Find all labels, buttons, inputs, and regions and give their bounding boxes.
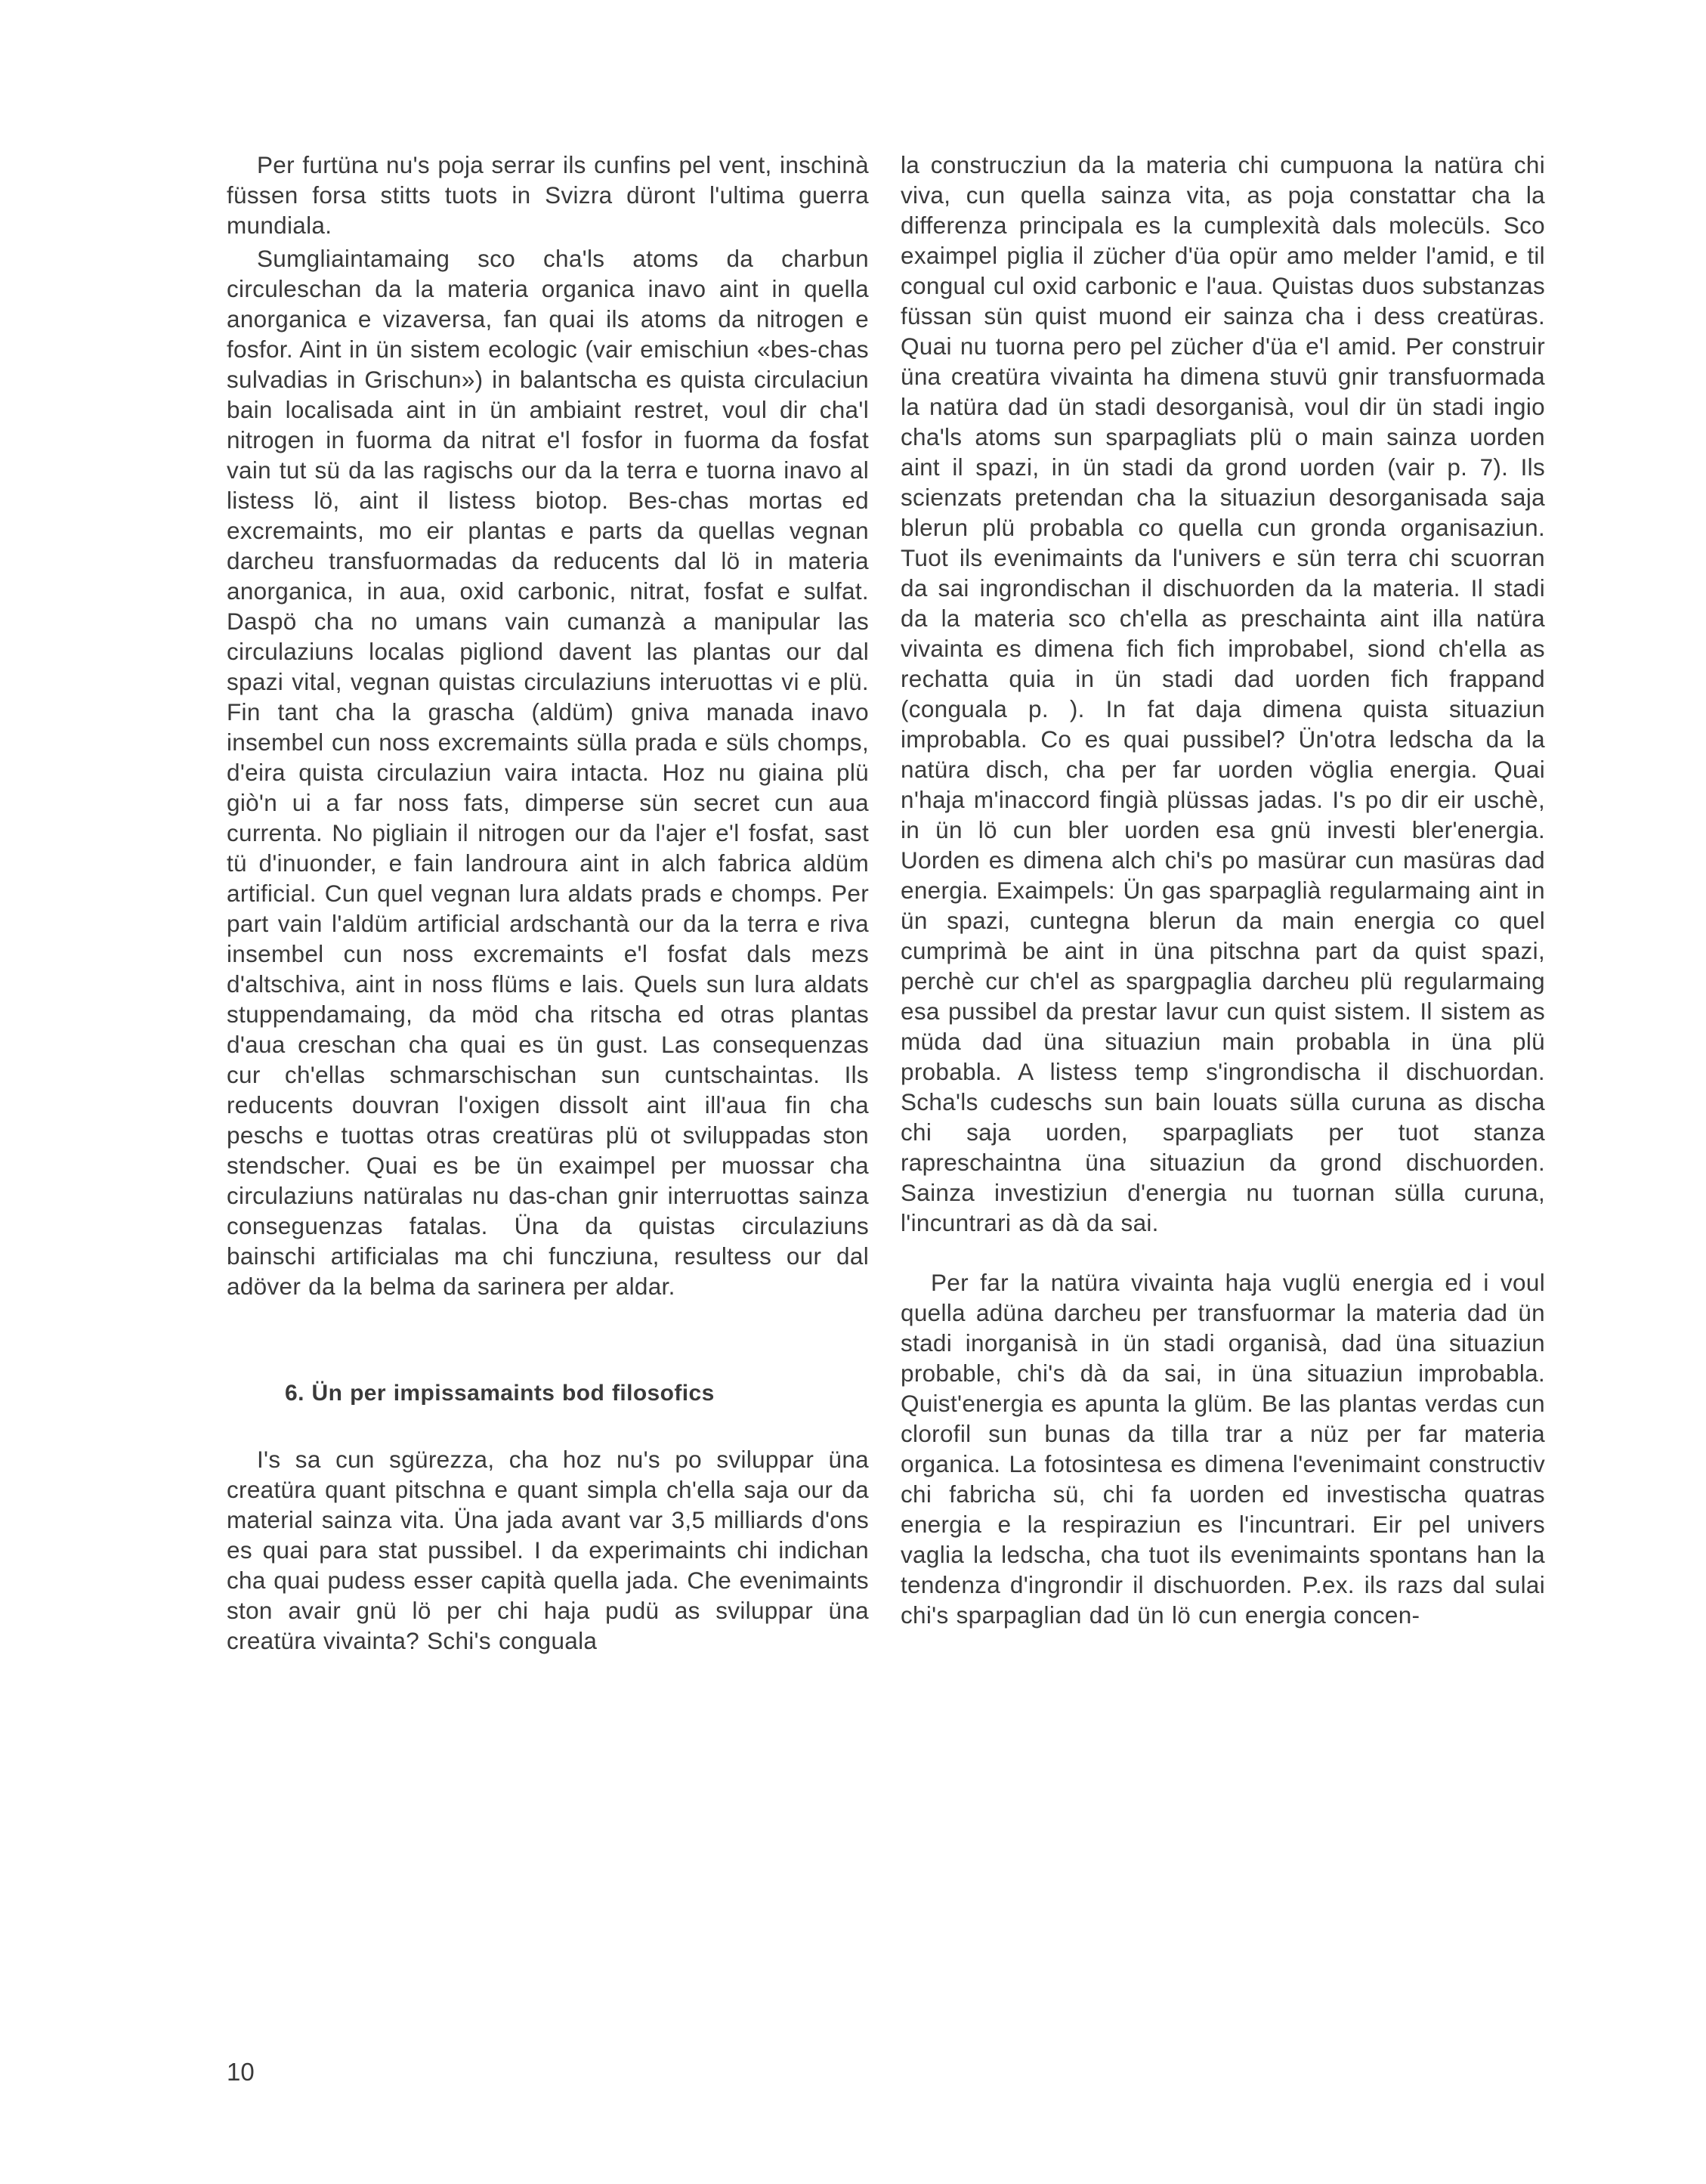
body-paragraph: la construcziun da la materia chi cumpuona la natüra chi viva, cun quella sainza vita, as poja constattar cha la differenza principala es la cumplexità dals molecüls. Sco exaimpel piglia il zücher d'üa opür amo melder l'amid, e til congual cul oxid carbonic e l'aua. Quistas duos substanzas füssan sün quist muond eir sainza cha i dess creatüras. Quai nu tuorna pero pel zücher d'üa e'l amid. Per construir üna creatüra vivainta ha dimena stuvü gnir transfuormada la natüra dad ün stadi desorganisà, voul dir ün stadi ingio cha'ls atoms sun sparpagliats plü o main sainza uorden aint il spazi, in ün stadi da grond uorden (vair p. 7). Ils scienzats pretendan cha la situaziun desorganisada saja blerun plü probabla co quella cun gronda organisaziun. Tuot ils evenimaints da l'univers e sün terra chi scuorran da sai ingrondischan il dischuorden da la materia. Il stadi da la materia sco ch'ella as preschainta aint illa natüra vivainta es dimena fich fich improbabel, siond ch'ella as rechatta quia in ün stadi dad uorden fich frappand (conguala p. ). In fat daja dimena quista situaziun improbabla. Co es quai pussibel? Ün'otra ledscha da la natüra disch, cha per far uorden vöglia energia. Quai n'haja m'inaccord fingià plüssas jadas. I's po dir eir uschè, in ün lö cun bler uorden esa gnü investi bler'energia. Uorden es dimena alch chi's po masürar cun masüras dad energia. Exaimpels: Ün gas sparpaglià regularmaing aint in ün spazi, cuntegna blerun da main energia co quel cumprimà be aint in üna pitschna part da quist spazi, perchè cur ch'el as spargpaglia darcheu plü regularmaing esa pussibel da prestar lavur cun quist sistem. Il sistem as müda dad üna situaziun main probabla in üna plü probabla. A listess temp s'ingrondischa il dischuordan. Scha'ls cudeschs sun bain louats süllа curuna as discha chi saja uorden, sparpagliats per tuot stanza rapreschaintna üna situaziun da grond dischuorden. Sainza investiziun d'energia nu tuornan süllа curuna, l'incuntrari as dà da sai. (901, 151, 1545, 1236)
body-paragraph: Per furtüna nu's poja serrar ils cunfins pel vent, inschinà füssen forsa stitts tuots in Svizra düront l'ultima guerra mundiala. (227, 151, 869, 239)
body-paragraph: Per far la natüra vivainta haja vuglü energia ed i voul quella adüna darcheu per transfuormar la materia dad ün stadi inorganisà in ün stadi organisà, dad üna situaziun probable, chi's dà da sai, in üna situaziun improbabla. Quist'energia es apunta la glüm. Be las plantas verdas cun clorofil sun bunas da tilla trar a nüz per far materia organica. La fotosintesa es dimena l'evenimaint constructiv chi fabricha sü, chi fa uorden ed investischa quatras energia e la respiraziun es l'incuntrari. Eir pel univers vaglia la ledscha, cha tuot ils evenimaints spontans han la tendenza d'ingrondir il dischuorden. P.ex. ils razs dal sulai chi's sparpaglian dad ün lö cun energia concen- (901, 1269, 1545, 1629)
right-column (901, 150, 1545, 1630)
body-paragraph: Sumgliaintamaing sco cha'ls atoms da charbun circuleschan da la materia organica inavo aint in quella anorganica e vizaversa, fan quai ils atoms da nitrogen e fosfor. Aint in ün sistem ecologic (vair emischiun «bes-chas sulvadias in Grischun») in balantscha es quista circulaciun bain localisada aint in ün ambiaint restret, voul dir cha'l nitrogen in fuorma da nitrat e'l fosfor in fuorma da fosfat vain tut sü da las ragischs our da la terra e tuorna inavo al listess lö, aint il listess biotop. Bes-chas mortas ed excremaints, mo eir plantas e parts da quellas vegnan darcheu transfuormadas da reducents dal lö in materia anorganica, in aua, oxid carbonic, nitrat, fosfat e sulfat. Daspö cha no umans vain cumanzà a manipular las circulaziuns localas pigliond davent las plantas our dal spazi vital, vegnan quistas circulaziuns interuottas vi e plü. Fin tant cha la grascha (aldüm) gniva manada inavo insembel cun noss excremaints sülla prada e süls chomps, d'eira quista circulaziun vaira intacta. Hoz nu giaina plü giò'n ui a far noss fats, dimperse sün secret cun aua currenta. No pigliain il nitrogen our da l'ajer e'l fosfat, sast tü d'inuonder, e fain landroura aint in alch fabrica aldüm artificial. Cun quel vegnan lura aldats prads e chomps. Per part vain l'aldüm artificial ardschantà our da la terra e riva insembel cun noss excremaints e'l fosfat dals mezs d'altschiva, aint in noss flüms e lais. Quels sun lura aldats stuppendamaing, da möd cha ritscha ed otras plantas d'aua creschan cha quai es ün gust. Las consequenzas cur ch'ellas schmarschischan sun cuntschaintas. Ils reducents douvran l'oxigen dissolt aint ill'aua fin cha peschs e tuottas otras creatüras plü ot sviluppadas ston stendscher. Quai es be ün exaimpel per muossar cha circulaziuns natüralas nu das-chan gnir interruottas sainza conseguenzas fatalas. Üna da quistas circulaziuns bainschi artificialas ma chi funcziuna, resultess our dal adöver da la belma da sarinera per aldar. (227, 245, 869, 1300)
section-heading: 6. Ün per impissamaints bod filosofics (285, 1381, 715, 1406)
body-paragraph: I's sa cun sgürezza, cha hoz nu's po sviluppar üna creatüra quant pitschna e quant simpla ch'ella saja our da material sainza vita. Üna jada avant var 3,5 milliards d'ons es quai para stat pussibel. I da experimaints chi indichan cha quai pudess esser capità quella jada. Che evenimaints ston avair gnü lö per chi haja pudü as sviluppar üna creatüra vivainta? Schi's conguala (227, 1446, 869, 1654)
page-number: 10 (227, 2058, 255, 2086)
left-column (227, 150, 869, 1656)
